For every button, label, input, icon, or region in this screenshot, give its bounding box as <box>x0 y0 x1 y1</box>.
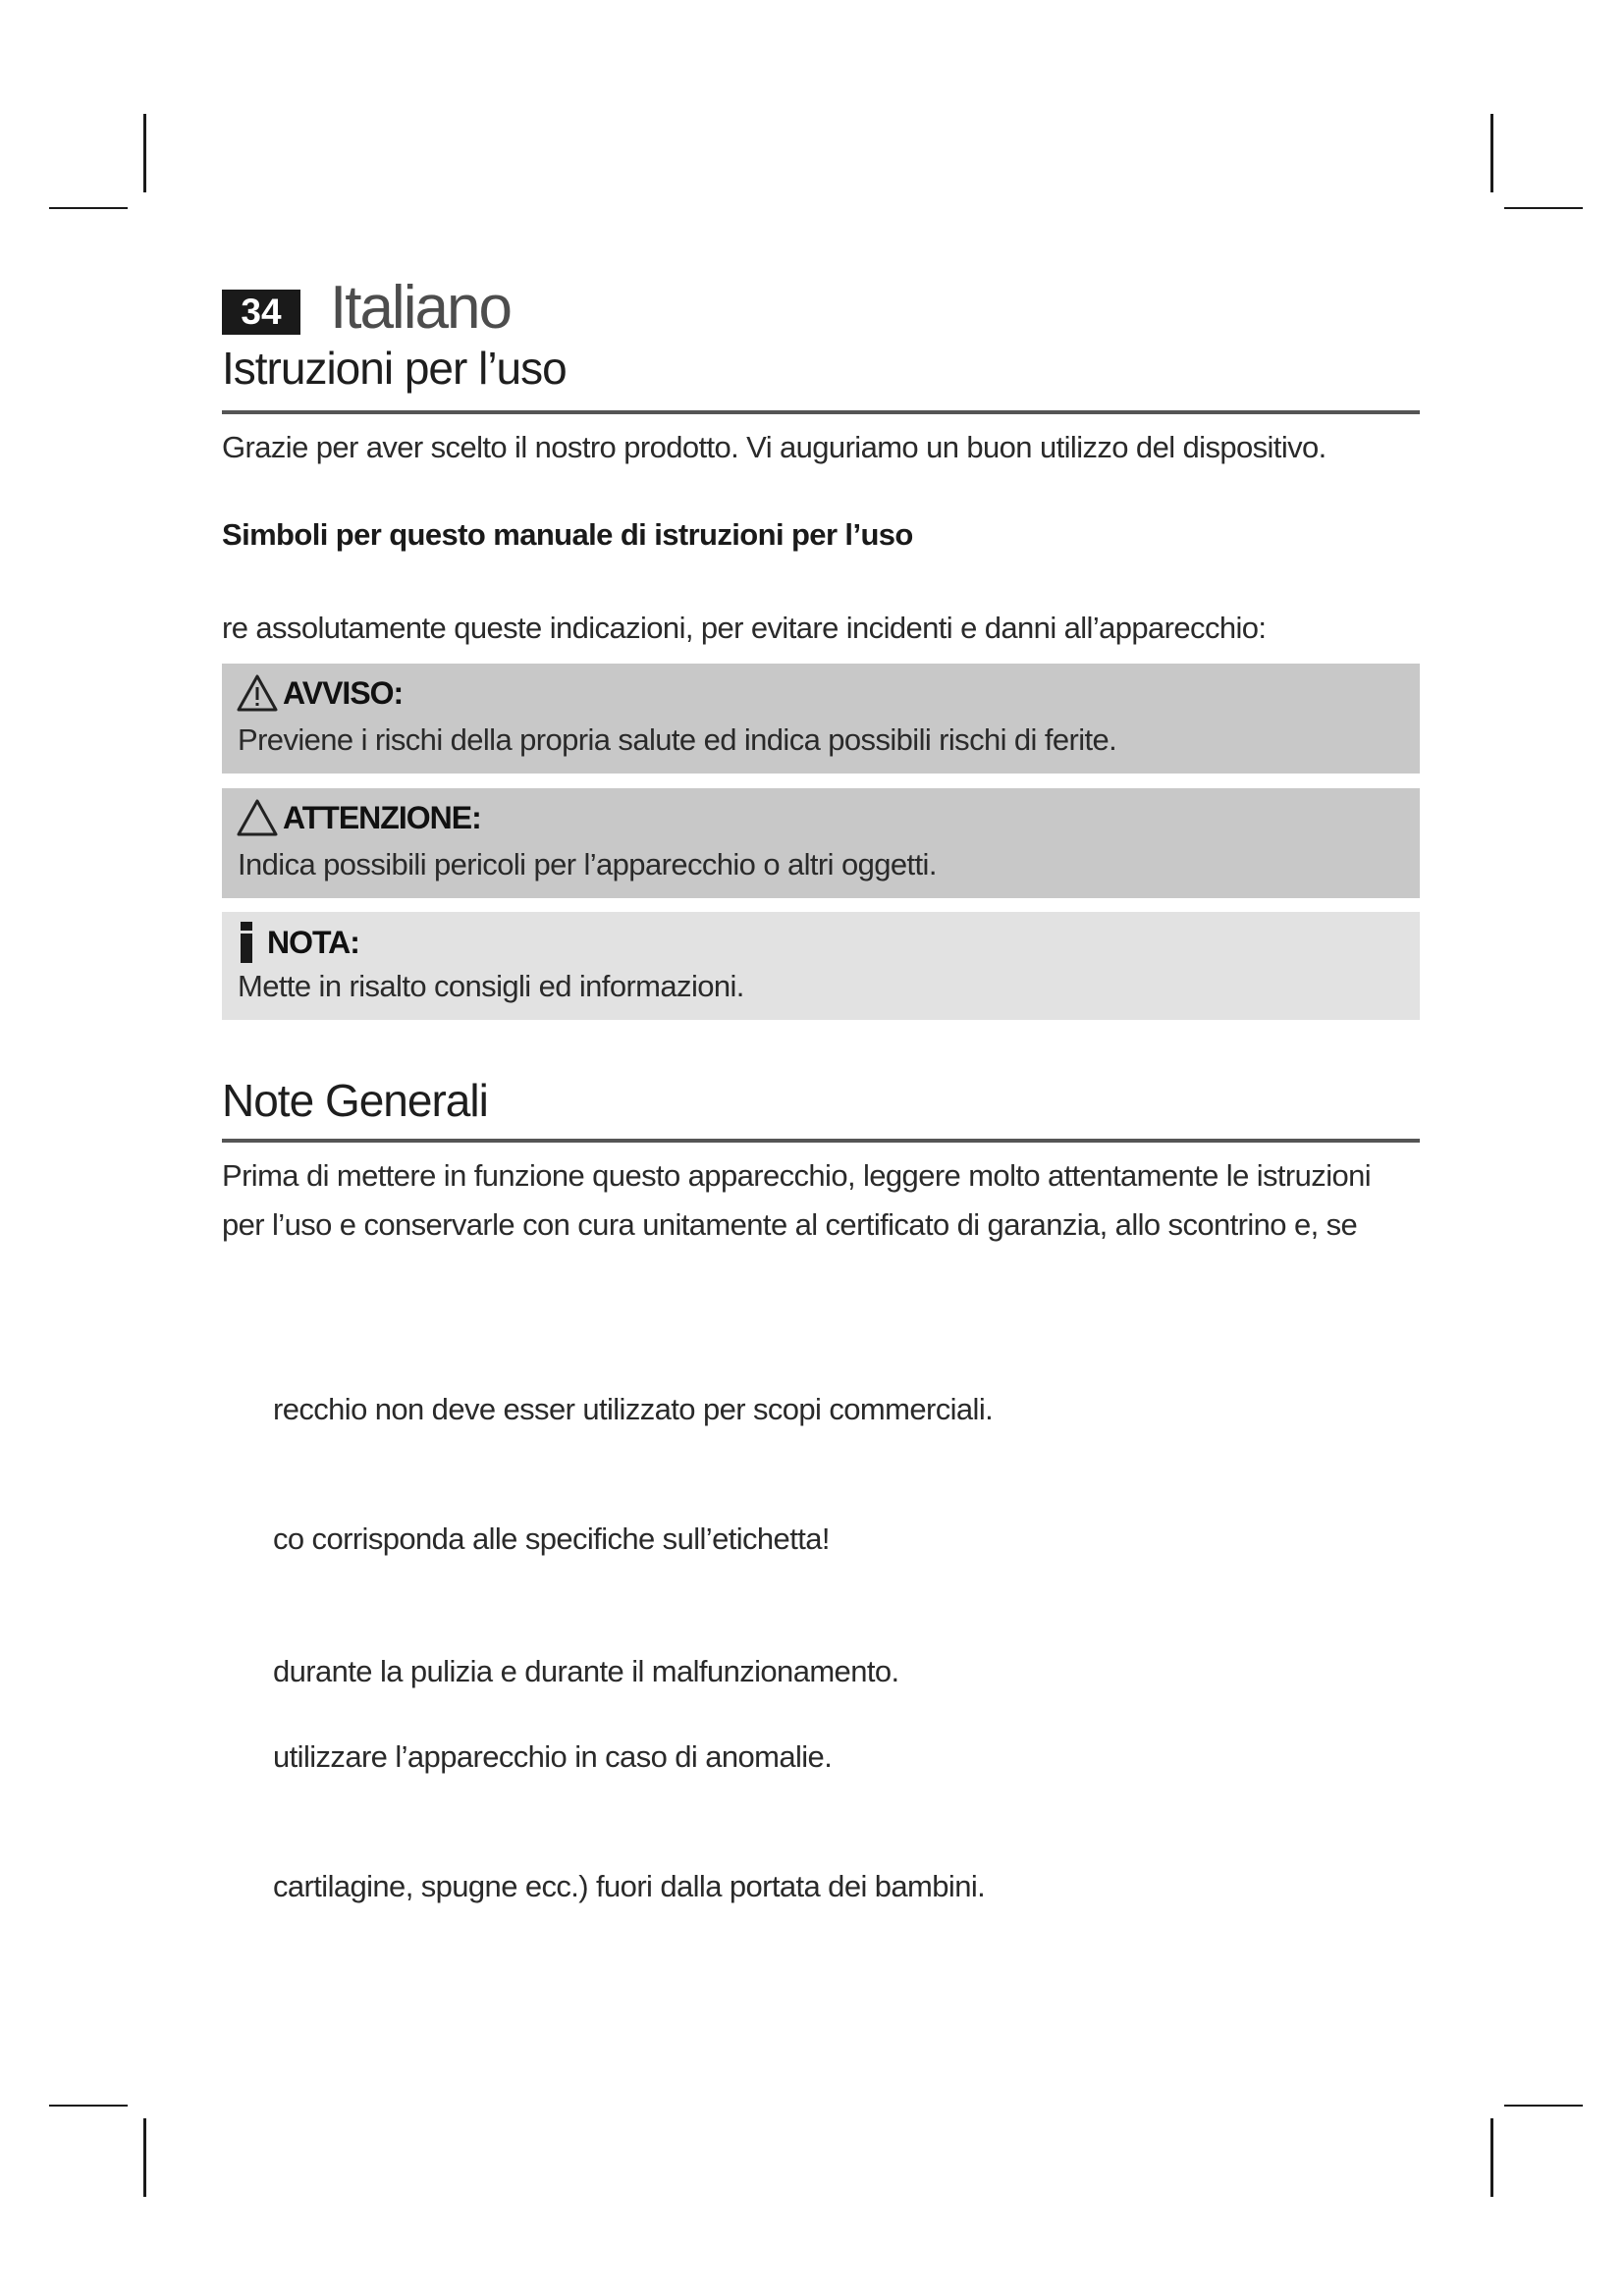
caution-title-label: ATTENZIONE: <box>283 799 481 835</box>
section-heading-instructions: Istruzioni per l’uso <box>222 343 567 394</box>
page-number-badge: 34 <box>222 290 300 335</box>
list-item: utilizzare l’apparecchio in caso di anomalie. <box>273 1739 833 1774</box>
warning-title-label: AVVISO: <box>283 674 404 711</box>
caution-triangle-icon <box>236 798 279 837</box>
list-item: co corrisponda alle specifiche sull’etichetta! <box>273 1522 830 1556</box>
crop-mark-bottom-right-horizontal <box>1504 2105 1583 2107</box>
warning-title <box>236 673 403 713</box>
list-item: durante la pulizia e durante il malfunzionamento. <box>273 1654 899 1688</box>
warning-triangle-icon <box>236 673 279 713</box>
crop-mark-bottom-left-vertical <box>143 2118 146 2197</box>
general-paragraph-line-1: Prima di mettere in funzione questo apparecchio, leggere molto attentamente le istruzioni <box>222 1158 1372 1193</box>
general-paragraph-line-2: per l’uso e conservarle con cura unitamente al certificato di garanzia, allo scontrino e, se <box>222 1207 1358 1242</box>
note-title <box>236 922 359 963</box>
list-item: cartilagine, spugne ecc.) fuori dalla portata dei bambini. <box>273 1869 986 1903</box>
section-divider <box>222 410 1420 414</box>
note-title-label: NOTA: <box>267 924 359 960</box>
page-header <box>222 273 511 343</box>
intro-paragraph: Grazie per aver scelto il nostro prodotto. Vi auguriamo un buon utilizzo del dispositivo. <box>222 430 1326 464</box>
symbols-subheading: Simboli per questo manuale di istruzioni per l’uso <box>222 517 913 552</box>
crop-mark-bottom-left-horizontal <box>49 2105 128 2107</box>
caution-text: Indica possibili pericoli per l’apparecchio o altri oggetti. <box>238 847 937 881</box>
crop-mark-top-left-horizontal <box>49 207 128 209</box>
warning-box <box>222 664 1420 774</box>
section-divider <box>222 1139 1420 1143</box>
list-item: recchio non deve esser utilizzato per scopi commerciali. <box>273 1392 994 1426</box>
caution-box <box>222 788 1420 898</box>
info-icon <box>236 922 257 963</box>
language-title: Italiano <box>330 274 511 342</box>
section-heading-general-notes: Note Generali <box>222 1075 488 1126</box>
crop-mark-top-left-vertical <box>143 114 146 192</box>
crop-mark-top-right-vertical <box>1490 114 1493 192</box>
caution-title <box>236 798 481 837</box>
crop-mark-top-right-horizontal <box>1504 207 1583 209</box>
crop-mark-bottom-right-vertical <box>1490 2118 1493 2197</box>
note-box <box>222 912 1420 1020</box>
symbols-intro-text: re assolutamente queste indicazioni, per evitare incidenti e danni all’apparecchio: <box>222 611 1267 645</box>
note-text: Mette in risalto consigli ed informazioni. <box>238 969 744 1003</box>
warning-text: Previene i rischi della propria salute ed indica possibili rischi di ferite. <box>238 722 1117 757</box>
